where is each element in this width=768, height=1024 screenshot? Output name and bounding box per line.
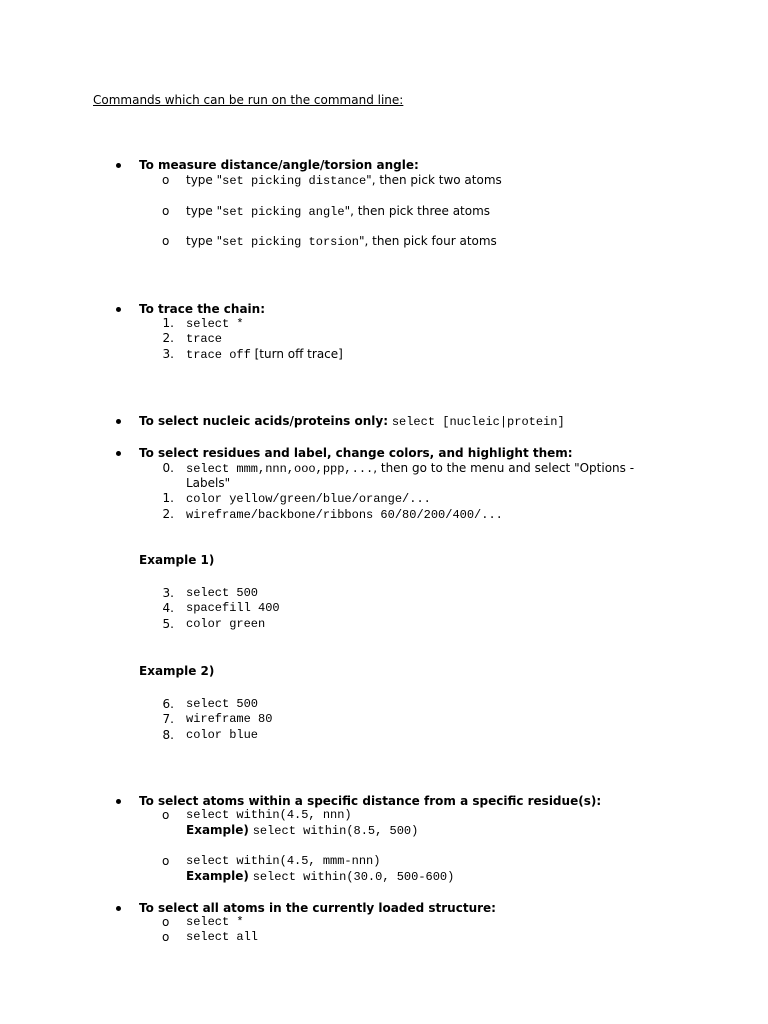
list-item: type "set picking torsion", then pick four atoms <box>186 234 497 249</box>
bullet-icon <box>116 163 121 168</box>
section-heading-trace: To trace the chain: <box>139 302 265 316</box>
list-item: select within(4.5, nnn) <box>186 808 352 822</box>
section-heading-all: To select all atoms in the currently loaded structure: <box>139 901 496 915</box>
page-title: Commands which can be run on the command line: <box>93 93 404 107</box>
section-heading-within: To select atoms within a specific distance from a specific residue(s): <box>139 794 602 808</box>
list-number: 1. <box>162 491 174 505</box>
example-line: Example) select within(30.0, 500-600) <box>186 869 455 884</box>
list-number: 2. <box>162 507 174 521</box>
list-item: wireframe 80 <box>186 712 273 726</box>
sub-bullet-icon: o <box>162 915 170 929</box>
list-number: 7. <box>162 712 174 726</box>
list-item: select * <box>186 915 244 929</box>
sub-bullet-icon: o <box>162 173 170 187</box>
bullet-icon <box>116 419 121 424</box>
sub-bullet-icon: o <box>162 204 170 218</box>
list-item: wireframe/backbone/ribbons 60/80/200/400/... <box>186 508 503 522</box>
sub-bullet-icon: o <box>162 234 170 248</box>
sub-bullet-icon: o <box>162 854 170 868</box>
list-item: select within(4.5, mmm-nnn) <box>186 854 381 868</box>
list-number: 2. <box>162 331 174 345</box>
list-number: 0. <box>162 461 174 475</box>
section-heading-measure: To measure distance/angle/torsion angle: <box>139 158 419 172</box>
list-item: trace off [turn off trace] <box>186 347 343 362</box>
list-item: select all <box>186 930 259 944</box>
list-item-continuation: Labels" <box>186 476 231 490</box>
section-heading-nucleic: To select nucleic acids/proteins only: select [nucleic|protein] <box>139 414 565 429</box>
section-heading-residues: To select residues and label, change colors, and highlight them: <box>139 446 573 460</box>
list-number: 5. <box>162 617 174 631</box>
bullet-icon <box>116 451 121 456</box>
list-number: 3. <box>162 347 174 361</box>
list-item: color green <box>186 617 266 631</box>
example-heading: Example 1) <box>139 553 215 567</box>
list-item: select * <box>186 317 244 331</box>
example-line: Example) select within(8.5, 500) <box>186 823 419 838</box>
list-item: select 500 <box>186 586 259 600</box>
sub-bullet-icon: o <box>162 808 170 822</box>
list-item: type "set picking distance", then pick two atoms <box>186 173 502 188</box>
list-number: 3. <box>162 586 174 600</box>
list-number: 8. <box>162 728 174 742</box>
list-item: type "set picking angle", then pick three atoms <box>186 204 491 219</box>
list-item: spacefill 400 <box>186 601 280 615</box>
list-number: 4. <box>162 601 174 615</box>
list-number: 6. <box>162 697 174 711</box>
bullet-icon <box>116 307 121 312</box>
bullet-icon <box>116 906 121 911</box>
bullet-icon <box>116 799 121 804</box>
list-number: 1. <box>162 316 174 330</box>
list-item: color yellow/green/blue/orange/... <box>186 492 431 506</box>
list-item: select 500 <box>186 697 259 711</box>
list-item: select mmm,nnn,ooo,ppp,..., then go to the menu and select "Options - <box>186 461 635 476</box>
sub-bullet-icon: o <box>162 930 170 944</box>
list-item: color blue <box>186 728 259 742</box>
list-item: trace <box>186 332 223 346</box>
example-heading: Example 2) <box>139 664 215 678</box>
